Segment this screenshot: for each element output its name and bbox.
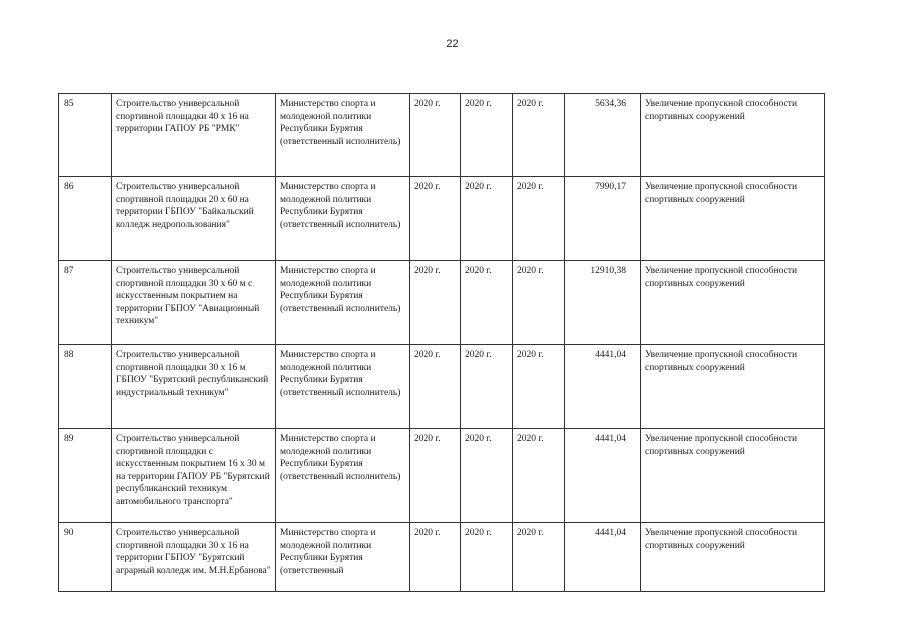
year-mid: 2020 г. [461,523,513,592]
year-end: 2020 г. [513,429,565,523]
funding-amount: 4441,04 [565,523,641,592]
year-start: 2020 г. [410,177,461,261]
year-start: 2020 г. [410,429,461,523]
project-name: Строительство универсальной спортивной площадки 20 х 60 на территории ГБПОУ "Байкальский колледж недропользования" [112,177,276,261]
project-name: Строительство универсальной спортивной площадки 30 х 60 м с искусственным покрытием на территории ГБПОУ "Авиационный техникум" [112,261,276,345]
funding-amount: 12910,38 [565,261,641,345]
measures-table [58,93,825,592]
responsible-executor: Министерство спорта и молодежной политики Республики Бурятия (ответственный исполнитель) [276,345,410,429]
responsible-executor: Министерство спорта и молодежной политики Республики Бурятия (ответственный исполнитель) [276,429,410,523]
year-mid: 2020 г. [461,345,513,429]
year-end: 2020 г. [513,345,565,429]
year-mid: 2020 г. [461,177,513,261]
expected-result: Увеличение пропускной способности спортивных сооружений [641,345,825,429]
table-row [59,523,825,592]
year-end: 2020 г. [513,94,565,177]
year-start: 2020 г. [410,345,461,429]
year-mid: 2020 г. [461,261,513,345]
expected-result: Увеличение пропускной способности спортивных сооружений [641,429,825,523]
row-number: 89 [59,429,112,523]
expected-result: Увеличение пропускной способности спортивных сооружений [641,94,825,177]
funding-amount: 4441,04 [565,429,641,523]
year-mid: 2020 г. [461,429,513,523]
funding-amount: 5634,36 [565,94,641,177]
row-number: 87 [59,261,112,345]
responsible-executor: Министерство спорта и молодежной политики Республики Бурятия (ответственный исполнитель) [276,94,410,177]
year-mid: 2020 г. [461,94,513,177]
project-name: Строительство универсальной спортивной площадки с искусственным покрытием 16 х 30 м на территории ГАПОУ РБ "Бурятский республиканский техникум автомобильного транспорта" [112,429,276,523]
table-row [59,261,825,345]
funding-amount: 7990,17 [565,177,641,261]
row-number: 90 [59,523,112,592]
responsible-executor: Министерство спорта и молодежной политики Республики Бурятия (ответственный исполнитель) [276,261,410,345]
row-number: 88 [59,345,112,429]
funding-amount: 4441,04 [565,345,641,429]
year-start: 2020 г. [410,261,461,345]
table-row [59,345,825,429]
year-start: 2020 г. [410,94,461,177]
page-number: 22 [446,38,459,50]
expected-result: Увеличение пропускной способности спортивных сооружений [641,261,825,345]
row-number: 86 [59,177,112,261]
year-end: 2020 г. [513,261,565,345]
responsible-executor: Министерство спорта и молодежной политики Республики Бурятия (ответственный [276,523,410,592]
project-name: Строительство универсальной спортивной площадки 40 х 16 на территории ГАПОУ РБ "РМК" [112,94,276,177]
expected-result: Увеличение пропускной способности спортивных сооружений [641,177,825,261]
row-number: 85 [59,94,112,177]
year-start: 2020 г. [410,523,461,592]
year-end: 2020 г. [513,177,565,261]
table-row [59,177,825,261]
responsible-executor: Министерство спорта и молодежной политики Республики Бурятия (ответственный исполнитель) [276,177,410,261]
expected-result: Увеличение пропускной способности спортивных сооружений [641,523,825,592]
table-row [59,94,825,177]
year-end: 2020 г. [513,523,565,592]
project-name: Строительство универсальной спортивной площадки 30 х 16 м ГБПОУ "Бурятский республиканский индустриальный техникум" [112,345,276,429]
project-name: Строительство универсальной спортивной площадки 30 х 16 на территории ГБПОУ "Бурятский аграрный колледж им. М.Н.Ербанова" [112,523,276,592]
table-row [59,429,825,523]
